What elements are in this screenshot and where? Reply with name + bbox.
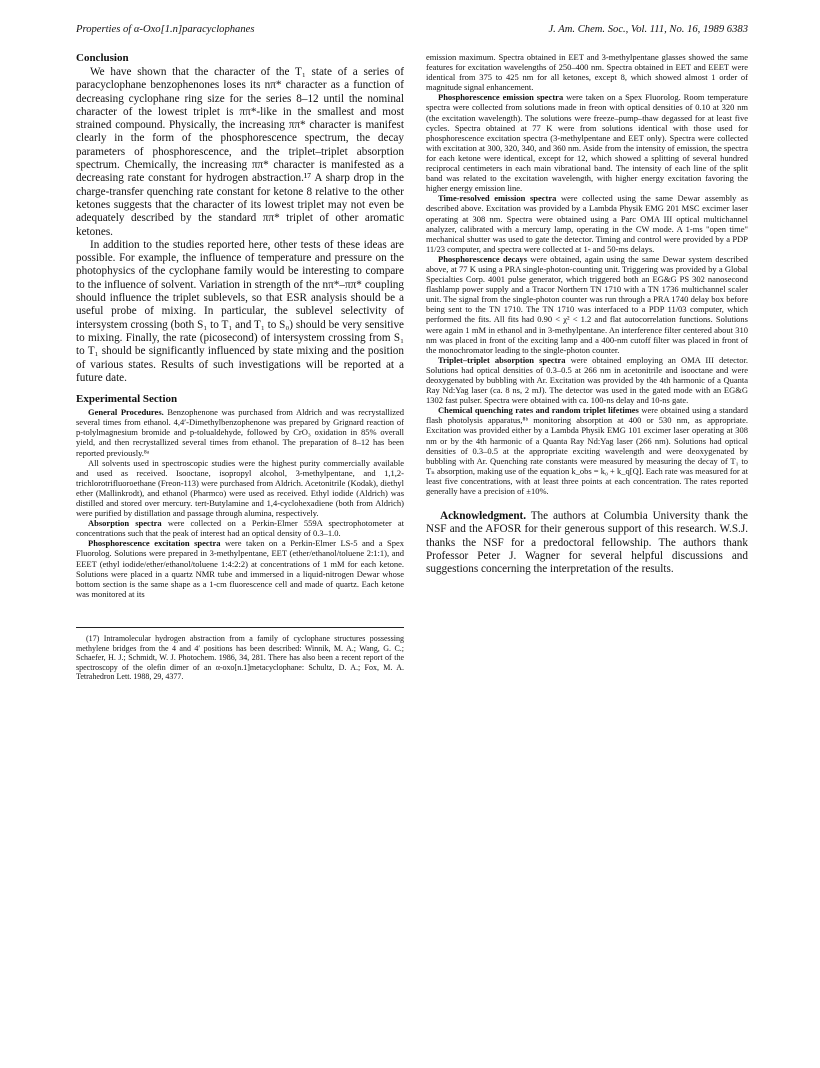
acknowledgment-lead: Acknowledgment.	[440, 510, 527, 523]
conclusion-paragraph-2: In addition to the studies reported here, other tests of these ideas are possible. For example, the influence of temperature and pressure on the photophysics of the cyclophane family would be interesting to compare to the influence of solvent. Variation in strength of the nπ*–ππ* coupling should influence the triplet sublevels, so that ESR analysis should be a useful probe of mixing. In particular, the sublevel selectivity of intersystem crossing (both S₁ to T₁ and T₁ to S₀) should be very sensitive to mixing. Finally, the rate (picosecond) of intersystem crossing from S₁ to T₁ should be significantly influenced by state mixing and the position of various states. Results of such investigations will be reported at a future date.	[76, 238, 404, 384]
excitation-text: were taken on a Perkin-Elmer LS-5 and a Spex Fluorolog. Solutions were prepared in 3-methylpentane, EET (ether/ethanol/toluene 2:1:1), and EEET (ethyl iodide/ether/ethanol/toluene 1:4:2:2) at concentrations of 1 mM for each ketone. Solutions were placed in a quartz NMR tube and immersed in a liquid-nitrogen Dewar whose bottom section is the same shape as a 1-cm fluorescence cell and made of quartz. Each ketone was monitored at its	[76, 538, 404, 599]
conclusion-body	[76, 66, 404, 385]
triplet-text: were obtained employing an OMA III detector. Solutions had optical densities of 0.3–0.5 at 266 nm in acetonitrile and isooctane and were deoxygenated by bubbling with Ar. Excitation was provided by the 4th harmonic of a Quanta Ray Nd:Yag laser (ca. 8 ns, 2 mJ). The detector was used in the gated mode with an EG&G 1302 fast pulser. Spectra were obtained with ca. 100-ns delay and 10-ns gate.	[426, 354, 748, 406]
general-procedures-paragraph	[76, 407, 404, 457]
triplet-lead: Triplet–triplet absorption spectra	[438, 354, 566, 365]
absorption-paragraph	[76, 518, 404, 538]
quenching-text: were obtained using a standard flash photolysis apparatus,⁸ᵇ monitoring absorption at 400 or 530 nm, as appropriate. Excitation was provided either by a Lambda Physik EMG 101 excimer laser operating at 308 nm or by the 4th harmonic of a Quanta Ray Nd:Yag laser (266 nm). Solutions had optical densities of 0.3–0.5 at the appropriate exciting wavelength and were deoxygenated by bubbling with Ar. Quenching rate constants were measured by measuring the decay of T₁ to Tₙ absorption, making use of the equation k_obs = k₀ + k_q[Q]. Each rate was measured for at least five concentrations, with at least three points at each concentration. The rates reported generally have a precision of ±10%.	[426, 405, 748, 497]
acknowledgment-text: The authors at Columbia University thank the NSF and the AFOSR for their generous support of this research. W.S.J. thanks the NSF for a predoctoral fellowship. The authors thank Professor Peter J. Wagner for several helpful discussions and suggestions concerning the interpretation of the results.	[426, 510, 748, 576]
left-column	[76, 52, 404, 682]
time-resolved-paragraph	[426, 193, 748, 254]
decays-text: were obtained, again using the same Dewar system described above, at 77 K using a PRA single-photon-counting unit. Triggering was provided by a Global Specialties Corp. 4001 pulse generator, which triggered both an EG&G PS 302 nanosecond flashlamp power supply and a Tracor Northern TN 1710 with a TN 1736 multichannel scaler unit. The signal from the single-photon counter was run through a PRA 1740 delay box before being sent to the TN 1710. The TN 1710 was interfaced to a PDP 11/03 computer, which performed the fits. All fits had 0.90 < χ² < 1.2 and flat autocorrelation functions. Solutions were again 1 mM in ethanol and in 3-methylpentane. An interference filter centered about 310 nm was placed in front of the exciting lamp and a 400-nm cutoff filter was placed in front of the monochromator leading to the single-photon counter.	[426, 253, 748, 355]
emission-text: were taken on a Spex Fluorolog. Room temperature spectra were collected from solutions made in freon with optical densities of 0.10 at 320 nm (the excitation wavelength). The solutions were freeze–pump–thaw degassed for at least five cycles. Spectra obtained at 77 K were from solutions identical with those used for phosphorescence excitation spectra (3-methylpentane and EET only). Spectra were collected with excitation at 300, 320, 340, and 360 nm. Aside from the intensity of emission, the spectra for each ketone were identical, except for 12, which showed a splitting of several hundred reciprocal centimeters in each main vibrational band. The intensity of each line of the split band was related to the excitation wavelength, with higher energy excitation favoring the higher energy emission line.	[426, 92, 748, 194]
acknowledgment-block	[426, 510, 748, 576]
header-title: Properties of α-Oxo[1.n]paracyclophanes	[76, 24, 255, 35]
quenching-lead: Chemical quenching rates and random triplet lifetimes	[438, 405, 639, 416]
emission-paragraph	[426, 92, 748, 193]
experimental-heading: Experimental Section	[76, 393, 178, 406]
general-procedures-text: Benzophenone was purchased from Aldrich and was recrystallized several times from ethanol. 4,4′-Dimethylbenzophenone was prepared by Grignard reaction of p-tolylmagnesium bromide and p-tolualdehyde, followed by CrO₃ oxidation in 85% overall yield, and then recrystallized several times from ethanol. The preparation of 8–12 has been reported previously.⁸ᵃ	[76, 407, 405, 458]
excitation-paragraph	[76, 538, 404, 599]
absorption-text: were collected on a Perkin-Elmer 559A spectrophotometer at concentrations such that the peak of interest had an optical density of 0.3–1.0.	[76, 518, 404, 539]
experimental-body-left	[76, 407, 404, 599]
decays-lead: Phosphorescence decays	[438, 253, 528, 264]
running-header	[76, 24, 748, 40]
general-procedures-lead: General Procedures.	[88, 407, 164, 418]
footnote-rule	[76, 627, 404, 628]
footnote-17: (17) Intramolecular hydrogen abstraction from a family of cyclophane structures possessing methylene bridges from the 4 and 4′ positions has been described: Winnik, M. A.; Wang, G. C.; Schaefer, H. J.; Schmidt, W. J. Photochem. 1986, 34, 281. There has also been a recent report of the spectroscopy of the olefin dimer of an α-oxo[n.1]metacyclophane: Schultz, D. A.; Fox, M. A. Tetrahedron Lett. 1988, 29, 4377.	[76, 633, 404, 682]
decays-paragraph	[426, 254, 748, 355]
header-journal: J. Am. Chem. Soc., Vol. 111, No. 16, 1989 6383	[548, 24, 748, 35]
acknowledgment-paragraph	[426, 510, 748, 576]
conclusion-paragraph-1: We have shown that the character of the T₁ state of a series of paracyclophane benzophenones loses its nπ* character as a function of decreasing cyclophane ring size for the series 8–12 until the nominal character of the lowest triplet is ππ*-like in the smallest and most strained compound. Physically, the increasing ππ* character is manifest clearly in the form of the phosphorescence spectrum, the decay parameters of phosphorescence, and the triplet–triplet absorption spectrum. Chemically, the increasing ππ* character is manifested as a decreasing rate constant for hydrogen abstraction.¹⁷ A sharp drop in the charge-transfer quenching rate constant for ketone 8 relative to the other ketones suggests that the character of its lowest triplet may not even be adequately described by the standard ππ* triplet of other aromatic ketones.	[76, 66, 404, 238]
solvents-paragraph: All solvents used in spectroscopic studies were the highest purity commercially available and used as received. Isooctane, isopropyl alcohol, 3-methylpentane, and 1,1,2-trichlorotrifluoroethane (Freon-113) were purchased from Aldrich. Acetonitrile (Kodak), diethyl ether (Mallinkrodt), and ethanol (Pharmco) were used as received. Ethyl iodide (Aldrich) was distilled and stored over mercury. tert-Butylamine and 1,4-cyclohexadiene (both from Aldrich) were purified by distillation and passage through alumina, respectively.	[76, 457, 404, 519]
excitation-continued-paragraph: emission maximum. Spectra obtained in EET and 3-methylpentane glasses showed the same features for excitation wavelengths of 250–400 nm. Spectra obtained in EET and EEET were identical from 375 to 425 nm for all ketones, except 8, which showed almost 1 order of magnitude signal enhancement.	[426, 52, 748, 93]
right-column	[426, 52, 748, 577]
triplet-paragraph	[426, 355, 748, 405]
experimental-body-right	[426, 52, 748, 496]
time-resolved-text: were collected using the same Dewar assembly as described above. Excitation was provided by a Lambda Physik EMG 201 MSC excimer laser operating at 308 nm. Spectra were obtained using a Parc OMA III optical multichannel analyzer, calibrated with a mercury lamp, operating in the CW mode. A 1-ms "open time" mechanical shutter was used to gate the detector. Timing and control were provided by a PDP 11/23 computer, and spectra were collected at 1- and 50-ms delays.	[426, 193, 748, 254]
time-resolved-lead: Time-resolved emission spectra	[438, 193, 557, 204]
excitation-lead: Phosphorescence excitation spectra	[88, 538, 221, 549]
conclusion-heading: Conclusion	[76, 52, 129, 64]
quenching-paragraph	[426, 405, 748, 496]
emission-lead: Phosphorescence emission spectra	[438, 92, 564, 103]
absorption-lead: Absorption spectra	[88, 518, 162, 529]
